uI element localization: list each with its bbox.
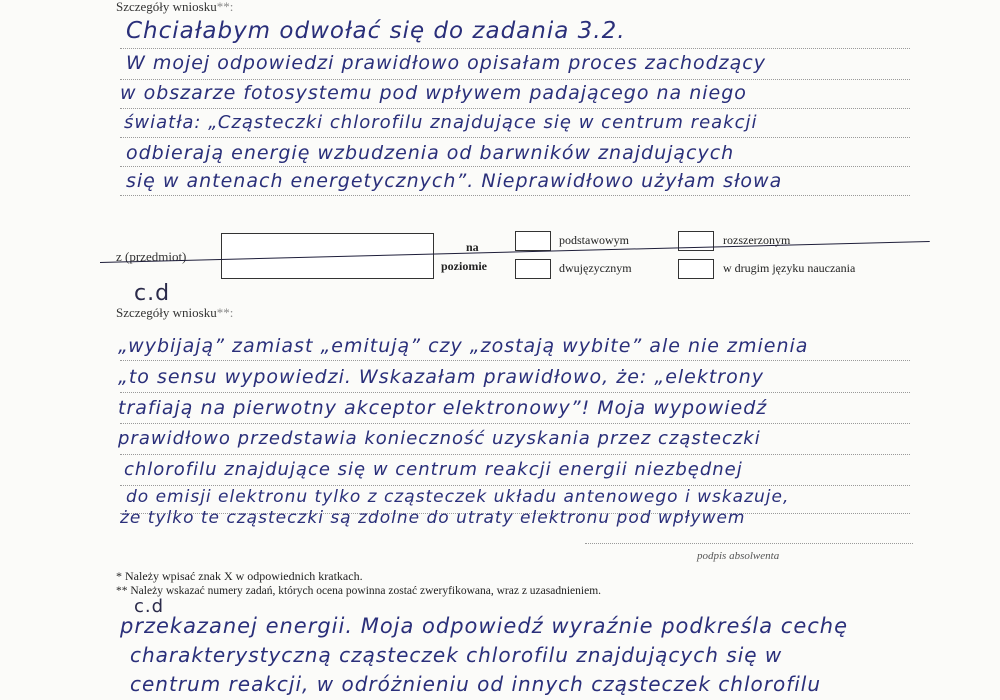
section1-line-5 <box>120 166 910 167</box>
section3-text-2: charakterystyczną cząsteczek chlorofilu znajdujących się w <box>130 643 783 667</box>
section2-label-mark: **: <box>216 305 234 320</box>
section3-cd-mark: c.d <box>134 596 165 617</box>
option-rozszerzonym: rozszerzonym <box>723 233 791 247</box>
section2-line-2 <box>120 392 910 393</box>
section2-line-4 <box>120 454 910 455</box>
na-label: na <box>466 240 479 254</box>
section2-text-1: „wybijają” zamiast „emitują” czy „zostają wybite” ale nie zmienia <box>118 335 809 357</box>
section2-text-2: „to sensu wypowiedzi. Wskazałam prawidłowo, że: „elektrony <box>118 366 765 388</box>
checkbox-drugim-jezyku[interactable] <box>678 259 714 279</box>
section1-line-6 <box>120 195 910 196</box>
option-podstawowym: podstawowym <box>559 233 629 247</box>
section1-label: Szczegóły wniosku <box>116 0 217 14</box>
poziomie-label: poziomie <box>441 259 487 273</box>
section1-text-3: w obszarze fotosystemu pod wpływem padającego na niego <box>120 82 747 104</box>
section3-text-1: przekazanej energii. Moja odpowiedź wyraźnie podkreśla cechę <box>120 614 849 638</box>
footnote-2: ** Należy wskazać numery zadań, których ocena powinna zostać zweryfikowana, wraz z uzasadnieniem. <box>116 585 602 597</box>
section3-text-3: centrum reakcji, w odróżnieniu od innych cząsteczek chlorofilu <box>130 672 822 696</box>
section2-line-5 <box>120 485 910 486</box>
section1-line-4 <box>120 137 910 138</box>
section1-text-2: W mojej odpowiedzi prawidłowo opisałam proces zachodzący <box>126 52 766 74</box>
signature-line[interactable] <box>585 543 913 544</box>
section1-line-2 <box>120 79 910 80</box>
option-dwujezycznym: dwujęzycznym <box>559 261 632 275</box>
section1-heading <box>116 0 233 15</box>
section1-label-mark: **: <box>216 0 234 14</box>
checkbox-dwujezycznym[interactable] <box>515 259 551 279</box>
footnote-1: * Należy wpisać znak X w odpowiednich kratkach. <box>116 569 363 583</box>
section2-label: Szczegóły wniosku <box>116 305 217 320</box>
section1-line-1 <box>120 48 910 49</box>
section2-text-3: trafiają na pierwotny akceptor elektronowy”! Moja wypowiedź <box>118 397 768 419</box>
section2-text-5: chlorofilu znajdujące się w centrum reakcji energii niezbędnej <box>124 459 743 480</box>
section2-heading <box>116 305 233 321</box>
checkbox-podstawowym[interactable] <box>515 231 551 251</box>
signature-label: podpis absolwenta <box>697 550 780 562</box>
section2-line-1 <box>120 360 910 361</box>
section2-text-7: że tylko te cząsteczki są zdolne do utraty elektronu pod wpływem <box>120 508 746 528</box>
section2-cd-mark: c.d <box>134 281 171 306</box>
section2-line-3 <box>120 423 910 424</box>
section2-text-6: do emisji elektronu tylko z cząsteczek układu antenowego i wskazuje, <box>126 487 790 507</box>
subject-label: z (przedmiot) <box>116 249 187 264</box>
option-drugim-jezyku: w drugim języku nauczania <box>723 261 856 275</box>
section2-text-4: prawidłowo przedstawia konieczność uzyskania przez cząsteczki <box>118 428 761 449</box>
section1-text-4: światła: „Cząsteczki chlorofilu znajdujące się w centrum reakcji <box>124 112 758 133</box>
section1-text-1: Chciałabym odwołać się do zadania 3.2. <box>126 18 626 44</box>
section1-text-6: się w antenach energetycznych”. Nieprawidłowo użyłam słowa <box>126 170 783 192</box>
section1-line-3 <box>120 108 910 109</box>
section1-text-5: odbierają energię wzbudzenia od barwników znajdujących <box>126 142 735 164</box>
